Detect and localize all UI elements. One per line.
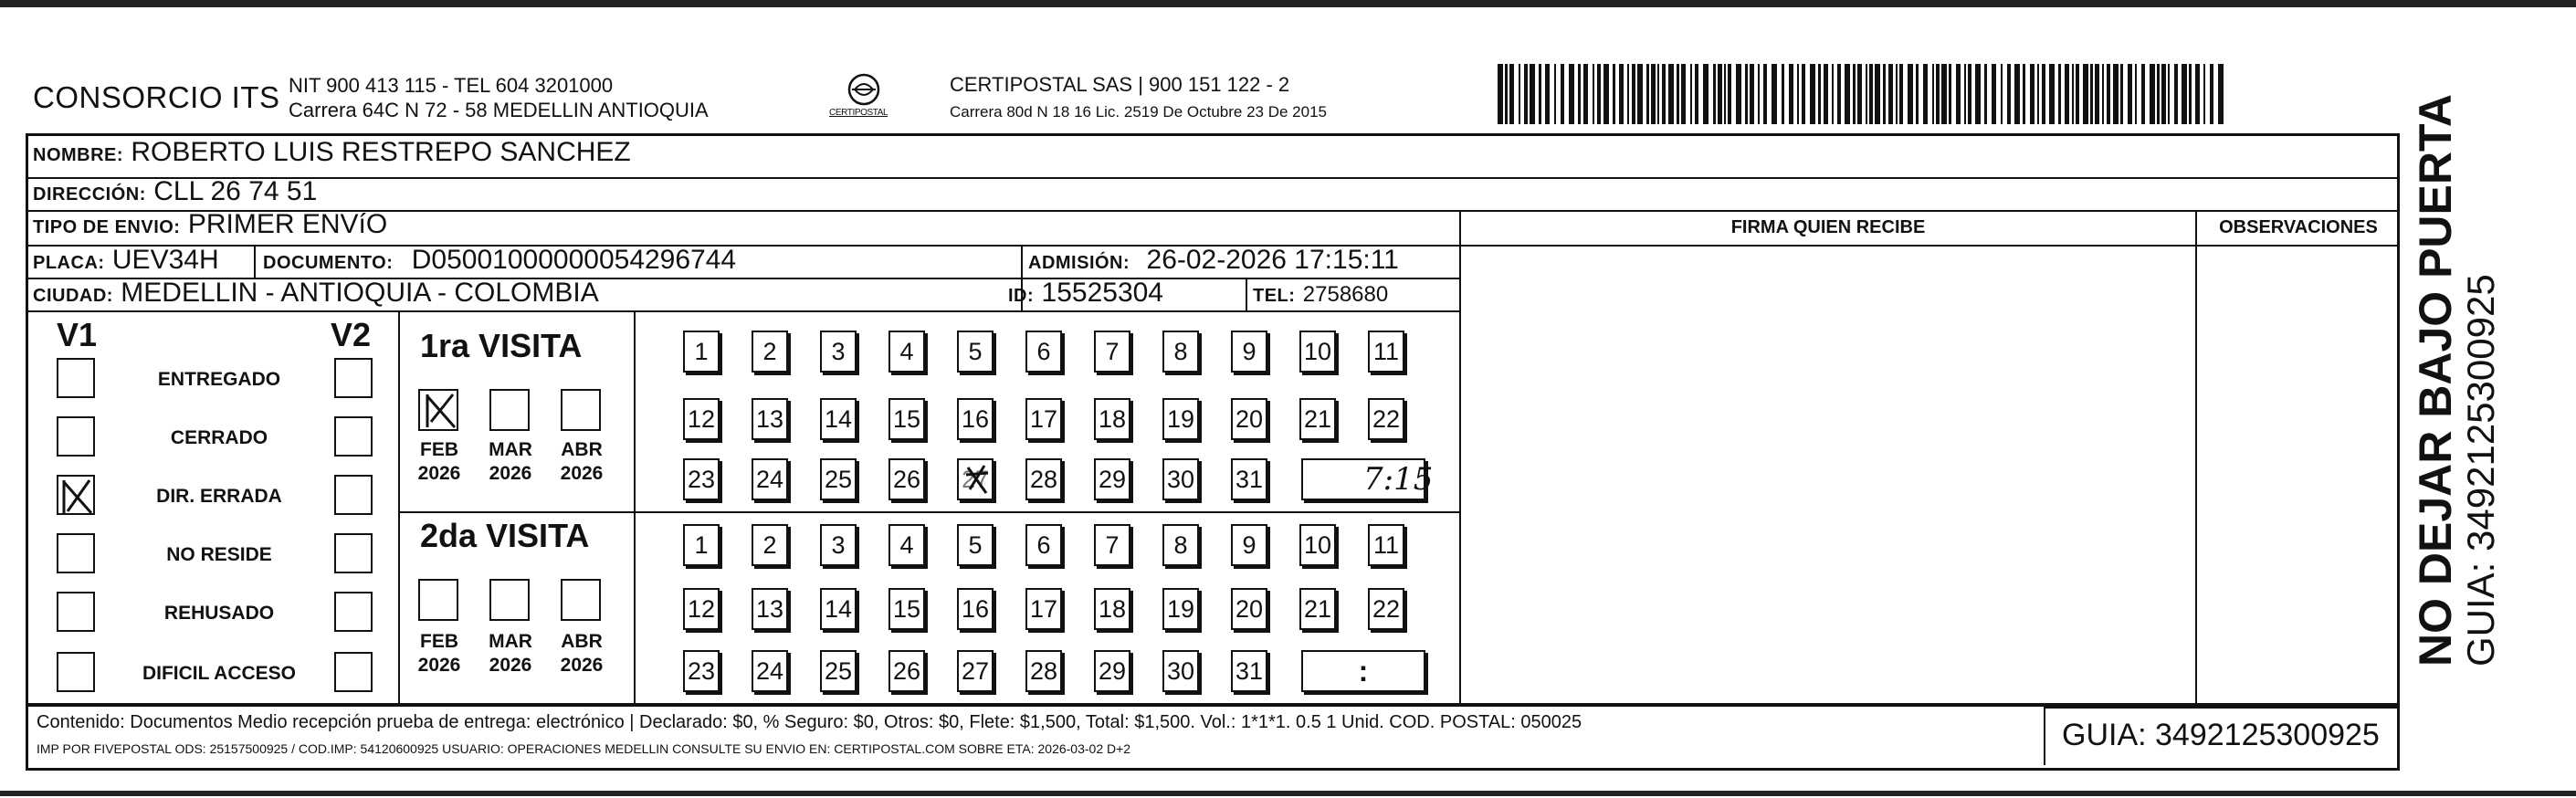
- first-visit-day[interactable]: 30: [1162, 458, 1199, 500]
- month-year: 2026: [560, 463, 604, 484]
- month-checkbox[interactable]: [489, 389, 530, 431]
- barcode-bar: [2174, 64, 2178, 124]
- documento-value: D05001000000054296744: [411, 245, 737, 275]
- row-divider: [26, 177, 2400, 179]
- barcode-bar: [1554, 64, 1556, 124]
- barcode-bar: [1824, 64, 1828, 124]
- barcode-bar: [1956, 64, 1961, 124]
- first-visit-day[interactable]: 25: [820, 458, 857, 500]
- footer-guia: GUIA: 3492125300925: [2062, 718, 2380, 752]
- first-visit-day[interactable]: 23: [683, 458, 720, 500]
- month-year: 2026: [417, 655, 461, 676]
- barcode-bar: [1908, 64, 1913, 124]
- barcode-bar: [1583, 64, 1588, 124]
- second-visit-day[interactable]: 5: [957, 524, 994, 566]
- v2-checkbox[interactable]: [334, 592, 373, 632]
- company-name: CONSORCIO ITS: [33, 80, 280, 114]
- barcode-bar: [1763, 64, 1767, 124]
- observaciones-header: OBSERVACIONES: [2219, 217, 2378, 237]
- visit-divider: [398, 511, 1459, 513]
- barcode-bar: [1597, 64, 1601, 124]
- month-checkbox[interactable]: [418, 389, 458, 431]
- barcode-bar: [1797, 64, 1799, 124]
- placa-field: [33, 245, 219, 276]
- status-label: REHUSADO: [163, 603, 275, 624]
- footer-content-line: Contenido: Documentos Medio recepción prueba de entrega: electrónico | Declarado: $0, % Seguro: $0, Otros: $0, Flete: $1,500, Total: $1,500. Vol.: 1*1*1. 0.5 1 Unid. COD. POSTAL: 050025: [37, 712, 1582, 732]
- barcode-bar: [1637, 64, 1643, 124]
- first-visit-day[interactable]: 9: [1231, 331, 1267, 373]
- first-visit-day[interactable]: 6: [1025, 331, 1062, 373]
- second-visit-day[interactable]: 14: [820, 588, 857, 630]
- placa-value: UEV34H: [111, 245, 219, 275]
- row-divider: [26, 310, 1459, 312]
- nombre-label: NOMBRE:: [33, 145, 124, 165]
- month-year: 2026: [560, 655, 604, 676]
- second-visit-day[interactable]: 13: [752, 588, 788, 630]
- barcode-bar: [2001, 64, 2003, 124]
- barcode-bar: [1695, 64, 1698, 124]
- barcode-bar: [1782, 64, 1784, 124]
- barcode-bar: [1724, 64, 1726, 124]
- first-visit-day[interactable]: 8: [1162, 331, 1199, 373]
- month-name: ABR: [561, 631, 603, 652]
- tel-label: TEL:: [1253, 286, 1296, 306]
- header-divider: [1459, 245, 2400, 247]
- month-name: MAR: [489, 631, 532, 652]
- barcode-bar: [1857, 64, 1862, 124]
- second-visit-day[interactable]: 29: [1094, 650, 1130, 692]
- first-visit-day[interactable]: 10: [1299, 331, 1336, 373]
- barcode-bar: [2014, 64, 2020, 124]
- tel-field: [1253, 278, 1388, 309]
- second-visit-day[interactable]: 9: [1231, 524, 1267, 566]
- month-year: 2026: [489, 655, 532, 676]
- nit-line: NIT 900 413 115 - TEL 604 3201000: [289, 74, 614, 97]
- barcode-bar: [1736, 64, 1741, 124]
- barcode-bar: [1681, 64, 1686, 124]
- first-visit-day[interactable]: 12: [683, 398, 720, 440]
- second-visit-day[interactable]: 6: [1025, 524, 1062, 566]
- barcode-bar: [1713, 64, 1716, 124]
- status-label: DIR. ERRADA: [156, 486, 282, 507]
- barcode-bar: [2076, 64, 2079, 124]
- barcode-bar: [1657, 64, 1659, 124]
- first-visit-day[interactable]: 17: [1025, 398, 1062, 440]
- month-name: ABR: [561, 439, 603, 460]
- barcode-bar: [1758, 64, 1760, 124]
- v2-checkbox[interactable]: [334, 358, 373, 398]
- barcode-bar: [2065, 64, 2069, 124]
- first-visit-day[interactable]: 22: [1368, 398, 1404, 440]
- barcode-bar: [2141, 64, 2145, 124]
- side-guia: GUIA: 3492125300925: [2459, 274, 2502, 667]
- second-visit-day[interactable]: 4: [888, 524, 925, 566]
- barcode-bar: [1728, 64, 1731, 124]
- company-info: [289, 73, 709, 122]
- barcode-bar: [2195, 64, 2200, 124]
- id-field: [1008, 278, 1163, 309]
- first-visit-day[interactable]: 3: [820, 331, 857, 373]
- barcode-bar: [1832, 64, 1834, 124]
- placa-label: PLACA:: [33, 253, 105, 273]
- ciudad-value: MEDELLIN - ANTIOQUIA - COLOMBIA: [121, 278, 599, 308]
- handwritten-time: 7:15: [1363, 461, 1434, 498]
- v1-checkbox[interactable]: [57, 416, 95, 457]
- second-visit-title: 2da VISITA: [420, 517, 590, 554]
- barcode-bar: [1802, 64, 1805, 124]
- barcode-bar: [2049, 64, 2055, 124]
- v1-header: V1: [57, 316, 98, 353]
- first-visit-day[interactable]: 24: [752, 458, 788, 500]
- v2-checkbox[interactable]: [334, 475, 373, 515]
- second-visit-day[interactable]: 10: [1299, 524, 1336, 566]
- second-visit-day[interactable]: 31: [1231, 650, 1267, 692]
- barcode-bar: [1593, 64, 1594, 124]
- v1-checkbox[interactable]: [57, 358, 95, 398]
- second-visit-day[interactable]: 28: [1025, 650, 1062, 692]
- second-visit-day[interactable]: 19: [1162, 588, 1199, 630]
- month-year: 2026: [417, 463, 461, 484]
- barcode-bar: [1545, 64, 1550, 124]
- barcode-bar: [2030, 64, 2035, 124]
- col-divider: [2195, 210, 2197, 703]
- barcode-bar: [1519, 64, 1520, 124]
- barcode-bar: [1651, 64, 1656, 124]
- barcode-bar: [2107, 64, 2110, 124]
- barcode-bar: [2083, 64, 2088, 124]
- first-visit-day[interactable]: [957, 458, 994, 500]
- month-label: [552, 438, 612, 486]
- barcode-bar: [2102, 64, 2104, 124]
- check-mark-icon: [420, 391, 460, 433]
- v1-checkbox[interactable]: [57, 533, 95, 573]
- bottom-border: [0, 791, 2576, 796]
- barcode-bar: [2058, 64, 2061, 124]
- barcode-bar: [1936, 64, 1940, 124]
- barcode-bar: [1772, 64, 1777, 124]
- certipostal-info: [950, 73, 1327, 121]
- v2-checkbox[interactable]: [334, 533, 373, 573]
- id-label: ID:: [1008, 286, 1035, 306]
- month-label: [552, 630, 612, 677]
- tel-value: 2758680: [1302, 282, 1389, 307]
- month-checkbox[interactable]: [418, 579, 458, 621]
- barcode-bar: [1505, 64, 1508, 124]
- v2-checkbox[interactable]: [334, 416, 373, 457]
- barcode-bar: [1888, 64, 1893, 124]
- month-year: 2026: [489, 463, 532, 484]
- side-warning: NO DEJAR BAJO PUERTA: [2410, 94, 2461, 667]
- first-visit-day[interactable]: 1: [683, 331, 720, 373]
- barcode-bar: [1539, 64, 1541, 124]
- col-divider: [1459, 210, 1461, 703]
- barcode: [1498, 64, 2228, 124]
- second-visit-day[interactable]: 20: [1231, 588, 1267, 630]
- second-visit-day[interactable]: 24: [752, 650, 788, 692]
- col-divider: [254, 245, 256, 278]
- barcode-bar: [1718, 64, 1722, 124]
- second-visit-day[interactable]: 1: [683, 524, 720, 566]
- address-line: Carrera 64C N 72 - 58 MEDELLIN ANTIOQUIA: [289, 99, 709, 121]
- barcode-bar: [1984, 64, 1987, 124]
- v1-checkbox[interactable]: [57, 652, 95, 692]
- barcode-bar: [2135, 64, 2137, 124]
- direccion-value: CLL 26 74 51: [153, 176, 318, 206]
- barcode-bar: [1561, 64, 1564, 124]
- v1-checkbox[interactable]: [57, 475, 95, 515]
- second-visit-day[interactable]: 16: [957, 588, 994, 630]
- barcode-bar: [1789, 64, 1793, 124]
- documento-field: [263, 245, 736, 276]
- first-visit-day[interactable]: 11: [1368, 331, 1404, 373]
- barcode-bar: [1916, 64, 1919, 124]
- check-mark-icon: [58, 477, 97, 517]
- first-visit-day[interactable]: 29: [1094, 458, 1130, 500]
- barcode-bar: [1745, 64, 1748, 124]
- day-number: 27: [961, 466, 990, 493]
- status-label: ENTREGADO: [157, 369, 281, 390]
- barcode-bar: [1866, 64, 1867, 124]
- admision-field: [1028, 245, 1399, 276]
- barcode-bar: [1853, 64, 1856, 124]
- tipo-field: [33, 209, 387, 240]
- barcode-bar: [1524, 64, 1528, 124]
- barcode-bar: [1818, 64, 1821, 124]
- status-label: DIFICIL ACCESO: [142, 663, 296, 684]
- month-name: FEB: [420, 439, 458, 460]
- month-label: [480, 630, 541, 677]
- barcode-bar: [1899, 64, 1903, 124]
- barcode-bar: [1932, 64, 1934, 124]
- first-visit-day[interactable]: 2: [752, 331, 788, 373]
- nombre-field: [33, 137, 631, 168]
- status-label: NO RESIDE: [166, 544, 272, 565]
- admision-value: 26-02-2026 17:15:11: [1146, 245, 1399, 275]
- barcode-bar: [1619, 64, 1624, 124]
- barcode-bar: [1703, 64, 1709, 124]
- second-visit-day[interactable]: 23: [683, 650, 720, 692]
- barcode-bar: [2189, 64, 2192, 124]
- month-label: [409, 438, 469, 486]
- id-value: 15525304: [1041, 278, 1163, 308]
- barcode-bar: [1845, 64, 1850, 124]
- certipostal-name: CERTIPOSTAL SAS | 900 151 122 - 2: [950, 73, 1290, 96]
- barcode-bar: [1923, 64, 1928, 124]
- barcode-bar: [1992, 64, 1996, 124]
- barcode-bar: [2037, 64, 2039, 124]
- direccion-label: DIRECCIÓN:: [33, 184, 146, 205]
- barcode-bar: [1677, 64, 1679, 124]
- footer-imp-line: IMP POR FIVEPOSTAL ODS: 25157500925 / COD.IMP: 54120600925 USUARIO: OPERACIONES MEDELLIN CONSULTE SU ENVIO EN: CERTIPOSTAL.COM SOBRE ETA: 2026-03-02 D+2: [37, 741, 1131, 756]
- certipostal-license: Carrera 80d N 18 16 Lic. 2519 De Octubre 23 De 2015: [950, 103, 1327, 121]
- second-visit-time[interactable]: :: [1301, 650, 1425, 692]
- nombre-value: ROBERTO LUIS RESTREPO SANCHEZ: [131, 137, 631, 167]
- month-name: MAR: [489, 439, 532, 460]
- barcode-bar: [1632, 64, 1635, 124]
- col-divider: [1246, 278, 1247, 310]
- barcode-bar: [2113, 64, 2119, 124]
- month-label: [480, 438, 541, 486]
- ciudad-label: CIUDAD:: [33, 286, 113, 306]
- barcode-bar: [1662, 64, 1666, 124]
- v1-checkbox[interactable]: [57, 592, 95, 632]
- barcode-bar: [1498, 64, 1503, 124]
- barcode-bar: [1875, 64, 1880, 124]
- status-label: CERRADO: [170, 427, 268, 448]
- first-visit-day[interactable]: 19: [1162, 398, 1199, 440]
- barcode-bar: [2182, 64, 2187, 124]
- barcode-bar: [1949, 64, 1951, 124]
- second-visit-day[interactable]: 12: [683, 588, 720, 630]
- barcode-bar: [2095, 64, 2099, 124]
- v2-checkbox[interactable]: [334, 652, 373, 692]
- first-visit-day[interactable]: 13: [752, 398, 788, 440]
- month-name: FEB: [420, 631, 458, 652]
- barcode-bar: [2042, 64, 2045, 124]
- second-visit-day[interactable]: 17: [1025, 588, 1062, 630]
- barcode-bar: [1578, 64, 1581, 124]
- first-visit-day[interactable]: 14: [820, 398, 857, 440]
- first-visit-day[interactable]: 26: [888, 458, 925, 500]
- barcode-bar: [1869, 64, 1873, 124]
- first-visit-day[interactable]: 31: [1231, 458, 1267, 500]
- second-visit-day[interactable]: 21: [1299, 588, 1336, 630]
- second-visit-day[interactable]: 2: [752, 524, 788, 566]
- barcode-bar: [1941, 64, 1947, 124]
- first-visit-day[interactable]: 18: [1094, 398, 1130, 440]
- first-visit-day[interactable]: 5: [957, 331, 994, 373]
- barcode-bar: [1968, 64, 1971, 124]
- barcode-bar: [1896, 64, 1898, 124]
- second-visit-day[interactable]: 15: [888, 588, 925, 630]
- first-visit-day[interactable]: 20: [1231, 398, 1267, 440]
- top-border: [0, 0, 2576, 7]
- first-visit-day[interactable]: 15: [888, 398, 925, 440]
- month-checkbox[interactable]: [561, 389, 601, 431]
- barcode-bar: [2210, 64, 2213, 124]
- barcode-bar: [2161, 64, 2166, 124]
- barcode-bar: [1690, 64, 1692, 124]
- v2-header: V2: [331, 316, 372, 353]
- second-visit-day[interactable]: 27: [957, 650, 994, 692]
- documento-label: DOCUMENTO:: [263, 253, 394, 273]
- barcode-bar: [2218, 64, 2224, 124]
- barcode-bar: [2090, 64, 2093, 124]
- barcode-bar: [2007, 64, 2011, 124]
- tipo-label: TIPO DE ENVIO:: [33, 217, 181, 237]
- ciudad-field: [33, 278, 599, 309]
- barcode-bar: [1603, 64, 1609, 124]
- barcode-bar: [1750, 64, 1754, 124]
- second-visit-day[interactable]: 8: [1162, 524, 1199, 566]
- barcode-bar: [1883, 64, 1886, 124]
- barcode-bar: [2157, 64, 2160, 124]
- barcode-bar: [2150, 64, 2155, 124]
- first-visit-day[interactable]: 21: [1299, 398, 1336, 440]
- first-visit-day[interactable]: 7: [1094, 331, 1130, 373]
- barcode-bar: [1975, 64, 1981, 124]
- barcode-bar: [2168, 64, 2170, 124]
- first-visit-day[interactable]: 28: [1025, 458, 1062, 500]
- first-visit-day[interactable]: 16: [957, 398, 994, 440]
- second-visit-day[interactable]: 3: [820, 524, 857, 566]
- barcode-bar: [1627, 64, 1629, 124]
- second-visit-day[interactable]: 18: [1094, 588, 1130, 630]
- barcode-bar: [1530, 64, 1535, 124]
- barcode-bar: [1509, 64, 1514, 124]
- first-visit-time[interactable]: [1301, 458, 1434, 500]
- second-visit-day[interactable]: 25: [820, 650, 857, 692]
- month-checkbox[interactable]: [561, 579, 601, 621]
- side-text: [2411, 94, 2502, 667]
- first-visit-title: 1ra VISITA: [420, 327, 583, 364]
- scribble-mark-icon: [961, 462, 994, 499]
- firma-header: FIRMA QUIEN RECIBE: [1730, 217, 1926, 237]
- barcode-bar: [2120, 64, 2123, 124]
- second-visit-day[interactable]: 26: [888, 650, 925, 692]
- col-divider: [398, 310, 400, 703]
- direccion-field: [33, 176, 317, 207]
- barcode-bar: [2072, 64, 2074, 124]
- second-visit-day[interactable]: 11: [1368, 524, 1404, 566]
- barcode-bar: [1837, 64, 1841, 124]
- admision-label: ADMISIÓN:: [1028, 253, 1130, 273]
- barcode-bar: [2203, 64, 2205, 124]
- month-checkbox[interactable]: [489, 579, 530, 621]
- footer-divider: [26, 703, 2400, 705]
- col-divider: [634, 310, 636, 703]
- barcode-bar: [1613, 64, 1615, 124]
- barcode-bar: [1964, 64, 1966, 124]
- second-visit-day[interactable]: 22: [1368, 588, 1404, 630]
- month-label: [409, 630, 469, 677]
- barcode-bar: [1668, 64, 1674, 124]
- first-visit-day[interactable]: 4: [888, 331, 925, 373]
- barcode-bar: [1646, 64, 1649, 124]
- tipo-value: PRIMER ENVíO: [187, 209, 388, 239]
- barcode-bar: [2023, 64, 2025, 124]
- second-visit-day[interactable]: 30: [1162, 650, 1199, 692]
- barcode-bar: [2128, 64, 2132, 124]
- logo-text: CERTIPOSTAL: [829, 108, 888, 118]
- barcode-bar: [1569, 64, 1574, 124]
- second-visit-day[interactable]: 7: [1094, 524, 1130, 566]
- barcode-bar: [1810, 64, 1815, 124]
